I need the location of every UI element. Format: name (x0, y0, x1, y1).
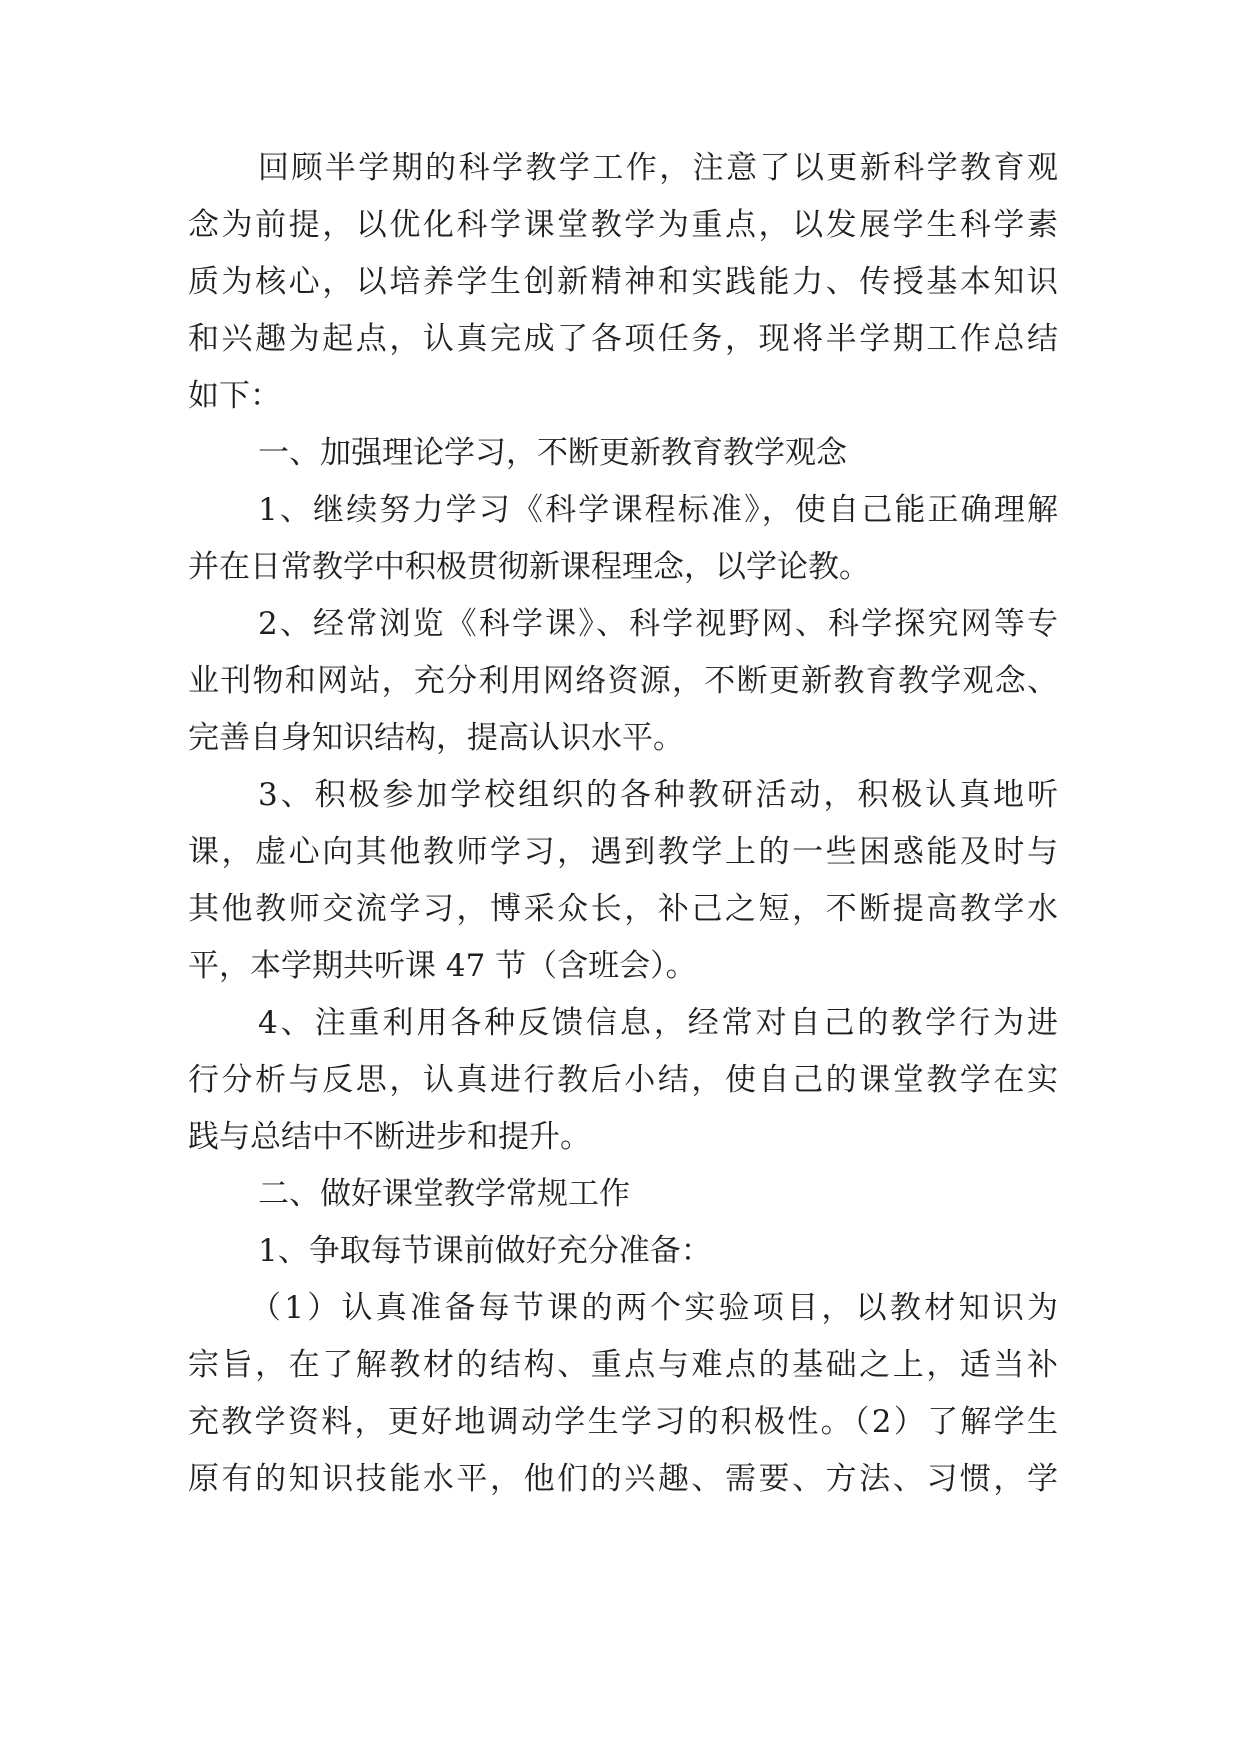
item-2-line-1: 2、经常浏览《科学课》、科学视野网、科学探究网等专 (258, 606, 1058, 642)
paragraph-1-line-2: 念为前提，以优化科学课堂教学为重点，以发展学生科学素 (188, 207, 1058, 243)
paragraph-1-line-3: 质为核心，以培养学生创新精神和实践能力、传授基本知识 (188, 264, 1058, 300)
subitem-1-line-1: 1、争取每节课前做好充分准备： (258, 1233, 712, 1269)
item-4-line-2: 行分析与反思，认真进行教后小结，使自己的课堂教学在实 (188, 1062, 1058, 1098)
item-1-line-2: 并在日常教学中积极贯彻新课程理念，以学论教。 (188, 549, 870, 585)
paragraph-1-line-4: 和兴趣为起点，认真完成了各项任务，现将半学期工作总结 (188, 321, 1058, 357)
item-3-line-3: 其他教师交流学习，博采众长，补己之短，不断提高教学水 (188, 891, 1058, 927)
section-heading-1: 一、加强理论学习，不断更新教育教学观念 (258, 435, 847, 471)
subitem-1a-line-4: 原有的知识技能水平，他们的兴趣、需要、方法、习惯，学 (188, 1461, 1058, 1497)
subitem-1a-line-3: 充教学资料，更好地调动学生学习的积极性。（2）了解学生 (188, 1404, 1058, 1440)
item-4-line-1: 4、注重利用各种反馈信息，经常对自己的教学行为进 (258, 1005, 1058, 1041)
item-3-line-2: 课，虚心向其他教师学习，遇到教学上的一些困惑能及时与 (188, 834, 1058, 870)
item-2-line-3: 完善自身知识结构，提高认识水平。 (188, 720, 684, 756)
subitem-1a-line-2: 宗旨，在了解教材的结构、重点与难点的基础之上，适当补 (188, 1347, 1058, 1383)
section-heading-2: 二、做好课堂教学常规工作 (258, 1176, 630, 1212)
item-3-line-1: 3、积极参加学校组织的各种教研活动，积极认真地听 (258, 777, 1058, 813)
item-4-line-3: 践与总结中不断进步和提升。 (188, 1119, 591, 1155)
item-3-line-4: 平，本学期共听课 47 节（含班会）。 (188, 948, 697, 984)
paragraph-1-line-5: 如下： (188, 378, 281, 414)
item-2-line-2: 业刊物和网站，充分利用网络资源，不断更新教育教学观念、 (188, 663, 1058, 699)
item-1-line-1: 1、继续努力学习《科学课程标准》，使自己能正确理解 (258, 492, 1058, 528)
subitem-1a-line-1: （1）认真准备每节课的两个实验项目，以教材知识为 (250, 1290, 1058, 1326)
paragraph-1-line-1: 回顾半学期的科学教学工作，注意了以更新科学教育观 (258, 150, 1058, 186)
